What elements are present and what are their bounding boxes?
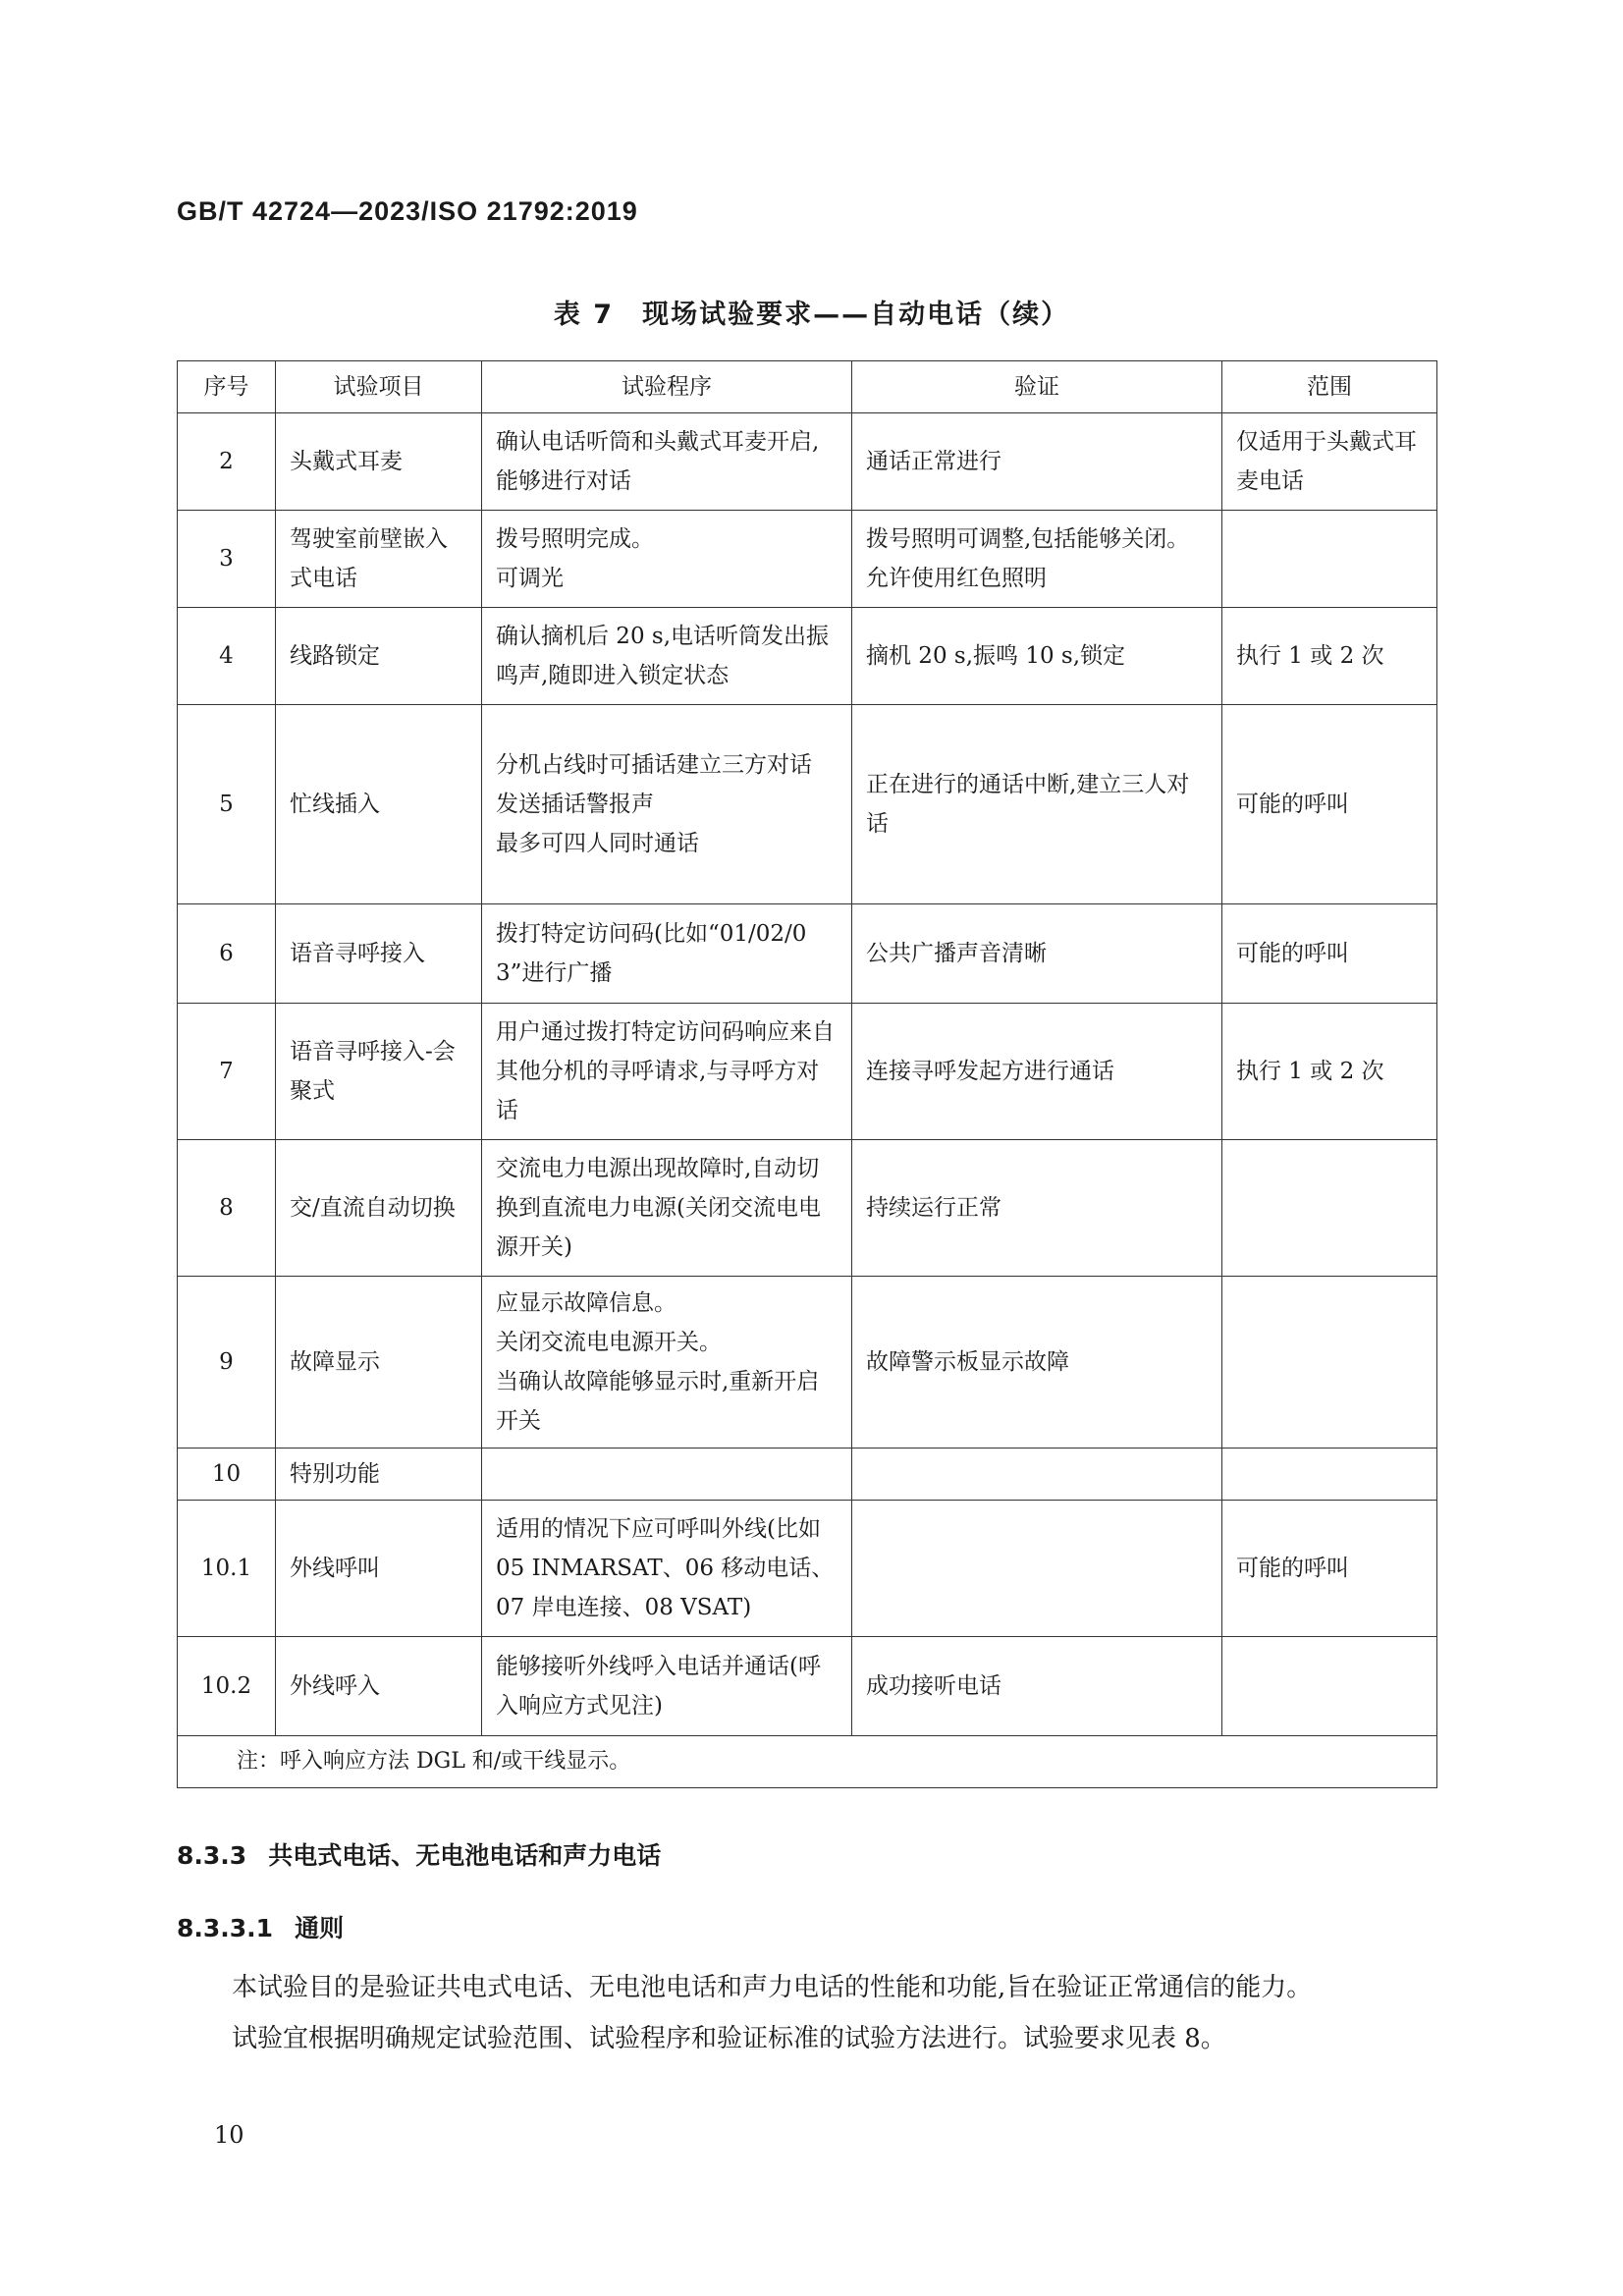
test-procedure (482, 904, 852, 1004)
section-number: 8.3.3.1 (177, 1914, 274, 1942)
scope (1222, 511, 1437, 608)
procedure-line: 拨号照明完成。 (496, 526, 654, 552)
verify-line: 故障警示板显示故障 (866, 1349, 1069, 1375)
test-item: 忙线插入 (276, 705, 482, 904)
verification (852, 511, 1222, 608)
procedure-line: 当确认故障能够显示时,重新开启开关 (496, 1369, 820, 1434)
table-row (178, 1277, 1437, 1449)
test-procedure (482, 1140, 852, 1277)
scope (1222, 1449, 1437, 1501)
paragraph-line: 试验宜根据明确规定试验范围、试验程序和验证标准的试验方法进行。试验要求见表 8。 (232, 2024, 1226, 2053)
verify-line: 成功接听电话 (866, 1673, 1001, 1699)
test-procedure (482, 413, 852, 511)
table-title: 表 7 现场试验要求——自动电话（续） (553, 300, 1070, 330)
scope: 可能的呼叫 (1222, 1501, 1437, 1637)
row-number: 3 (178, 511, 276, 608)
test-procedure (482, 1277, 852, 1449)
verification (852, 1449, 1222, 1501)
test-item: 外线呼入 (276, 1637, 482, 1736)
test-item: 语音寻呼接入 (276, 904, 482, 1004)
column-header: 序号 (178, 361, 276, 413)
procedure-line: 拨打特定访问码(比如“01/02/03”进行广播 (496, 921, 807, 986)
column-header: 验证 (852, 361, 1222, 413)
table-row (178, 1140, 1437, 1277)
procedure-line: 适用的情况下应可呼叫外线(比如 05 INMARSAT、06 移动电话、07 岸电连接、08 VSAT) (496, 1516, 835, 1620)
verification (852, 608, 1222, 705)
row-number: 9 (178, 1277, 276, 1449)
procedure-line: 确认摘机后 20 s,电话听筒发出振鸣声,随即进入锁定状态 (496, 624, 830, 688)
verify-line: 通话正常进行 (866, 449, 1001, 474)
table-row (178, 1637, 1437, 1736)
row-number: 4 (178, 608, 276, 705)
test-item: 外线呼叫 (276, 1501, 482, 1637)
verification (852, 1637, 1222, 1736)
procedure-line: 能够接听外线呼入电话并通话(呼入响应方式见注) (496, 1654, 821, 1719)
table-row (178, 1004, 1437, 1140)
table-row (178, 608, 1437, 705)
scope (1222, 1637, 1437, 1736)
scope: 可能的呼叫 (1222, 904, 1437, 1004)
body-paragraph (177, 1962, 1443, 2064)
scope (1222, 1140, 1437, 1277)
procedure-line: 分机占线时可插话建立三方对话 (496, 752, 812, 778)
test-procedure (482, 1449, 852, 1501)
procedure-line: 最多可四人同时通话 (496, 831, 699, 856)
test-item: 交/直流自动切换 (276, 1140, 482, 1277)
column-header: 试验项目 (276, 361, 482, 413)
row-number: 5 (178, 705, 276, 904)
column-header: 范围 (1222, 361, 1437, 413)
test-item: 驾驶室前壁嵌入式电话 (276, 511, 482, 608)
scope: 可能的呼叫 (1222, 705, 1437, 904)
test-procedure (482, 705, 852, 904)
page-number: 10 (214, 2121, 244, 2149)
test-procedure (482, 511, 852, 608)
procedure-line: 交流电力电源出现故障时,自动切换到直流电力电源(关闭交流电电源开关) (496, 1156, 821, 1260)
test-procedure (482, 1501, 852, 1637)
procedure-line: 发送插话警报声 (496, 792, 654, 817)
table-note-row (178, 1736, 1437, 1788)
procedure-line: 可调光 (496, 566, 564, 591)
section-heading-8-3-3 (177, 1836, 661, 1872)
verify-line: 正在进行的通话中断,建立三人对话 (866, 772, 1190, 837)
row-number: 10.1 (178, 1501, 276, 1637)
row-number: 10 (178, 1449, 276, 1501)
section-heading-8-3-3-1 (177, 1909, 344, 1944)
table-row (178, 1501, 1437, 1637)
procedure-line: 确认电话听筒和头戴式耳麦开启,能够进行对话 (496, 429, 820, 494)
section-number: 8.3.3 (177, 1841, 247, 1870)
test-item: 故障显示 (276, 1277, 482, 1449)
section-title: 通则 (295, 1914, 345, 1942)
scope: 仅适用于头戴式耳麦电话 (1222, 413, 1437, 511)
verification (852, 1140, 1222, 1277)
paragraph-line: 本试验目的是验证共电式电话、无电池电话和声力电话的性能和功能,旨在验证正常通信的能力。 (232, 1973, 1313, 2002)
test-procedure (482, 1637, 852, 1736)
row-number: 7 (178, 1004, 276, 1140)
test-item: 头戴式耳麦 (276, 413, 482, 511)
table-row (178, 705, 1437, 904)
verify-line: 持续运行正常 (866, 1195, 1001, 1221)
verification (852, 413, 1222, 511)
section-title: 共电式电话、无电池电话和声力电话 (268, 1841, 662, 1870)
verification (852, 705, 1222, 904)
test-item: 特别功能 (276, 1449, 482, 1501)
table-row (178, 511, 1437, 608)
requirements-table (177, 360, 1437, 1788)
row-number: 10.2 (178, 1637, 276, 1736)
verification (852, 1277, 1222, 1449)
row-number: 2 (178, 413, 276, 511)
column-header: 试验程序 (482, 361, 852, 413)
verify-line: 连接寻呼发起方进行通话 (866, 1059, 1114, 1084)
test-item: 线路锁定 (276, 608, 482, 705)
scope (1222, 1277, 1437, 1449)
verify-line: 摘机 20 s,振鸣 10 s,锁定 (866, 643, 1126, 669)
table-note: 注：呼入响应方法 DGL 和/或干线显示。 (178, 1736, 1437, 1788)
verification (852, 904, 1222, 1004)
table-row (178, 904, 1437, 1004)
verification (852, 1501, 1222, 1637)
row-number: 6 (178, 904, 276, 1004)
verify-line: 公共广播声音清晰 (866, 941, 1047, 966)
test-procedure (482, 1004, 852, 1140)
table-header-row (178, 361, 1437, 413)
scope: 执行 1 或 2 次 (1222, 608, 1437, 705)
table-row (178, 413, 1437, 511)
test-procedure (482, 608, 852, 705)
standard-number-header: GB/T 42724—2023/ISO 21792:2019 (177, 196, 638, 226)
test-item: 语音寻呼接入-会聚式 (276, 1004, 482, 1140)
scope: 执行 1 或 2 次 (1222, 1004, 1437, 1140)
table-row (178, 1449, 1437, 1501)
row-number: 8 (178, 1140, 276, 1277)
procedure-line: 关闭交流电电源开关。 (496, 1330, 722, 1355)
procedure-line: 用户通过拨打特定访问码响应来自其他分机的寻呼请求,与寻呼方对话 (496, 1019, 835, 1123)
verify-line: 拨号照明可调整,包括能够关闭。允许使用红色照明 (866, 526, 1190, 591)
procedure-line: 应显示故障信息。 (496, 1290, 676, 1316)
verification (852, 1004, 1222, 1140)
